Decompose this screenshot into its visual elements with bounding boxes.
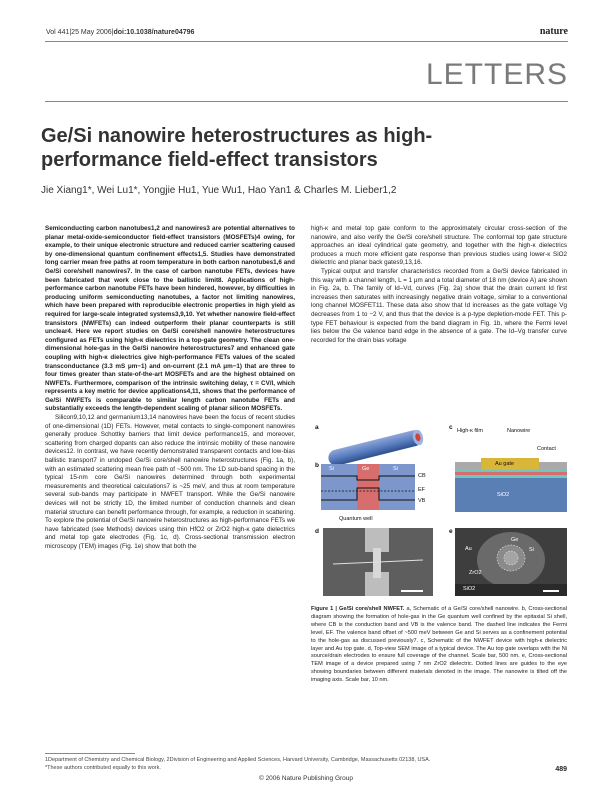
section-rule <box>45 101 568 102</box>
author-list: Jie Xiang1*, Wei Lu1*, Yongjie Hu1, Yue Wu1, Hao Yan1 & Charles M. Lieber1,2 <box>41 185 397 196</box>
quantum-well-label: Quantum well <box>339 516 373 522</box>
band-label-ge: Ge <box>362 466 370 472</box>
si-shell <box>327 430 424 464</box>
band-label-ef: EF <box>418 487 426 493</box>
citation-volume: Vol 441|25 May 2006| <box>46 29 114 36</box>
caption-text: a, Schematic of a Ge/Si core/shell nanowire. b, Cross-sectional diagram showing the formation of hole-gas in the Ge quantum well confined by the epitaxial Si shell, where CB is the conduction band and VB is the valence band. The dashed line indicates the Fermi level, EF. The valence band offset of ~500 meV between Ge and Si serves as a confinement potential to the hole-gas as discussed previously7. c, Schematic of the NWFET device with high-κ dielectric layer and Au top gate. d, Top-view SEM image of a typical device. The Au top gate overlaps with the Ni source/drain electrodes to ensure full coverage of the channel. Scale bar, 500 nm. e, Cross-sectional TEM image of a device prepared using 7 nm ZrO2 dielectric. Dotted lines are guides to the eye showing boundaries between different materials denoted in the image. The nanowire is tilted off the imaging axis. Scale bar, 10 nm. <box>311 606 567 684</box>
equal-contribution-footnote: *These authors contributed equally to this work. <box>45 765 161 771</box>
panel-label-c: c <box>449 424 453 431</box>
tem-label-sio2: SiO2 <box>463 586 476 592</box>
contact-electrode <box>539 462 567 470</box>
band-label-si-right: Si <box>393 466 398 472</box>
nanowire-schematic <box>321 430 429 464</box>
panel-label-a: a <box>315 424 319 431</box>
abstract: Semiconducting carbon nanotubes1,2 and nanowires3 are potential alternatives to planar metal-oxide-semiconductor field-effect transistors (MOSFETs)4 owing, for example, to their unique electronic structure and reduced carrier scattering caused by one-dimensional quantum confinement effects1,5. Studies have demonstrated long carrier mean free paths at room temperature in both carbon nanotubes1,6 and Ge/Si core/shell nanowires7. In the case of carbon nanotube FETs, devices have been fabricated that work close to the ballistic limit8. Applications of high-performance carbon nanotube FETs have been hindered, however, by difficulties in producing uniform semiconducting nanotubes, a factor not limiting nanowires, which have been prepared with reproducible electronic properties in high yield as required for large-scale integrated systems3,9,10. Yet whether nanowire field-effect transistors (NWFETs) can indeed outperform their planar counterparts is still unclear4. Here we report studies on Ge/Si core/shell nanowire heterostructures configured as FETs using high-κ dielectrics in a top-gate geometry. The clean one-dimensional hole-gas in the Ge/Si nanowire heterostructures7 and enhanced gate coupling with high-κ dielectrics give high-performance FETs values of the scaled transconductance (3.3 mS μm−1) and on-current (2.1 mA μm−1) that are three to four times greater than state-of-the-art MOSFETs and are the highest obtained on NWFETs. Furthermore, comparison of the intrinsic switching delay, τ = CV/I, which represents a key metric for device applications4,11, shows that the performance of Ge/Si NWFETs is comparable to similar length carbon nanotube FETs and substantially exceeds the length-dependent scaling of planar silicon MOSFETs. <box>45 225 295 413</box>
sio2-substrate <box>455 478 567 512</box>
paper-title: Ge/Si nanowire heterostructures as high-performance field-effect transistors <box>41 125 433 171</box>
body-paragraph: Typical output and transfer characteristics recorded from a Ge/Si device fabricated in this way with a channel length, L = 1 μm and a total diameter of 18 nm (device A) are shown in Fig. 2a, b. The family of Id–Vd, curves (Fig. 2a) show that the drain current Id first increases then saturates with increasingly negative drain voltage, similar to a conventional long channel MOSFET11. These data also show that Id increases as the gate voltage Vg decreases from 1 to −2 V, and thus that the device is a p-type depletion-mode FET. This p-type FET behaviour is expected from the band diagram in Fig. 1b, where the Fermi level lies below the Ge valence band edge in the absence of a gate. The Id–Vg transfer curve recorded for the drain bias voltage <box>311 267 567 344</box>
copyright: © 2006 Nature Publishing Group <box>258 775 354 782</box>
doi[interactable]: doi:10.1038/nature04796 <box>113 29 195 36</box>
au-gate-label: Au gate <box>495 461 514 467</box>
body-paragraph: high-κ and metal top gate conform to the approximately circular cross-section of the nanowire, and also verify the Ge/Si core/shell structure. The conformal top gate structure approaches an ideal cylindrical gate geometry, and together with the high-κ dielectrics produces a much more efficient gate response than previous studies using lower-κ SiO2 dielectric and planar back gates9,13,16. <box>311 225 567 267</box>
body-paragraph: Silicon9,10,12 and germanium13,14 nanowires have been the focus of recent studies of one-dimensional (1D) FETs. However, metal contacts to single-component nanowires generally produce Schottky barriers that limit device performance15, and moreover, scattering from charged dopants can also reduce the intrinsic mobility of these nanowire devices12. In contrast, we have recently demonstrated transparent contacts and low-bias ballistic transport7 in undoped Ge/Si core/shell nanowire heterostructures (Fig. 1a, b), with an estimated scattering mean free path of ~500 nm. The 1D sub-band spacing in the typical 15-nm core Ge/Si nanowires determined through both experimental measurements and theoretical calculations7 is ~25 meV, and thus at room temperature several sub-bands may participate in NWFET transport. While the Ge/Si nanowire devices will not be strictly 1D, the limited number of conduction channels and clean material structure can benefit performance through, for example, a reduction in scattering. To explore the potential of Ge/Si nanowire heterostructures as high-performance FETs we have fabricated (see Methods) devices using thin HfO2 or ZrO2 high-κ gate dielectrics and metal top gate electrodes (Fig. 1c, d). Cross-sectional transmission electron microscopy (TEM) images (Fig. 1e) show that both the <box>45 414 295 550</box>
band-label-cb: CB <box>418 473 426 479</box>
column-right <box>311 225 567 345</box>
column-left <box>45 225 295 552</box>
tem-label-zro2: ZrO2 <box>469 570 482 576</box>
section-heading: LETTERS <box>425 58 568 91</box>
high-k-label: High-κ film <box>457 428 483 434</box>
caption-label: Figure 1 | Ge/Si core/shell NWFET. <box>311 606 405 612</box>
tem-label-si: Si <box>529 547 534 553</box>
sio2-label: SiO2 <box>497 492 510 498</box>
panel-label-e: e <box>449 528 453 535</box>
figure-1 <box>311 424 567 596</box>
band-diagram <box>321 464 433 512</box>
footnote-rule <box>45 753 135 754</box>
top-rule <box>45 41 568 42</box>
journal-citation <box>46 29 194 36</box>
band-label-vb: VB <box>418 498 426 504</box>
band-label-si-left: Si <box>329 466 334 472</box>
sem-image <box>323 528 433 596</box>
nanowire-label: Nanowire <box>507 428 531 434</box>
contact-label: Contact <box>537 446 556 452</box>
tem-label-au: Au <box>465 546 472 552</box>
panel-label-d: d <box>315 528 319 535</box>
figure-caption <box>311 606 567 685</box>
si-region-left <box>321 464 357 510</box>
contact-electrode <box>455 462 481 470</box>
affiliation-footnote: 1Department of Chemistry and Chemical Biology, 2Division of Engineering and Applied Sciences, Harvard University, Cambridge, Massachusetts 02138, USA. <box>45 757 431 763</box>
tem-label-ge: Ge <box>511 537 519 543</box>
page-number: 489 <box>555 766 567 773</box>
nanowire-channel <box>455 472 567 475</box>
panel-label-b: b <box>315 462 319 469</box>
journal-brand: nature <box>539 26 568 37</box>
